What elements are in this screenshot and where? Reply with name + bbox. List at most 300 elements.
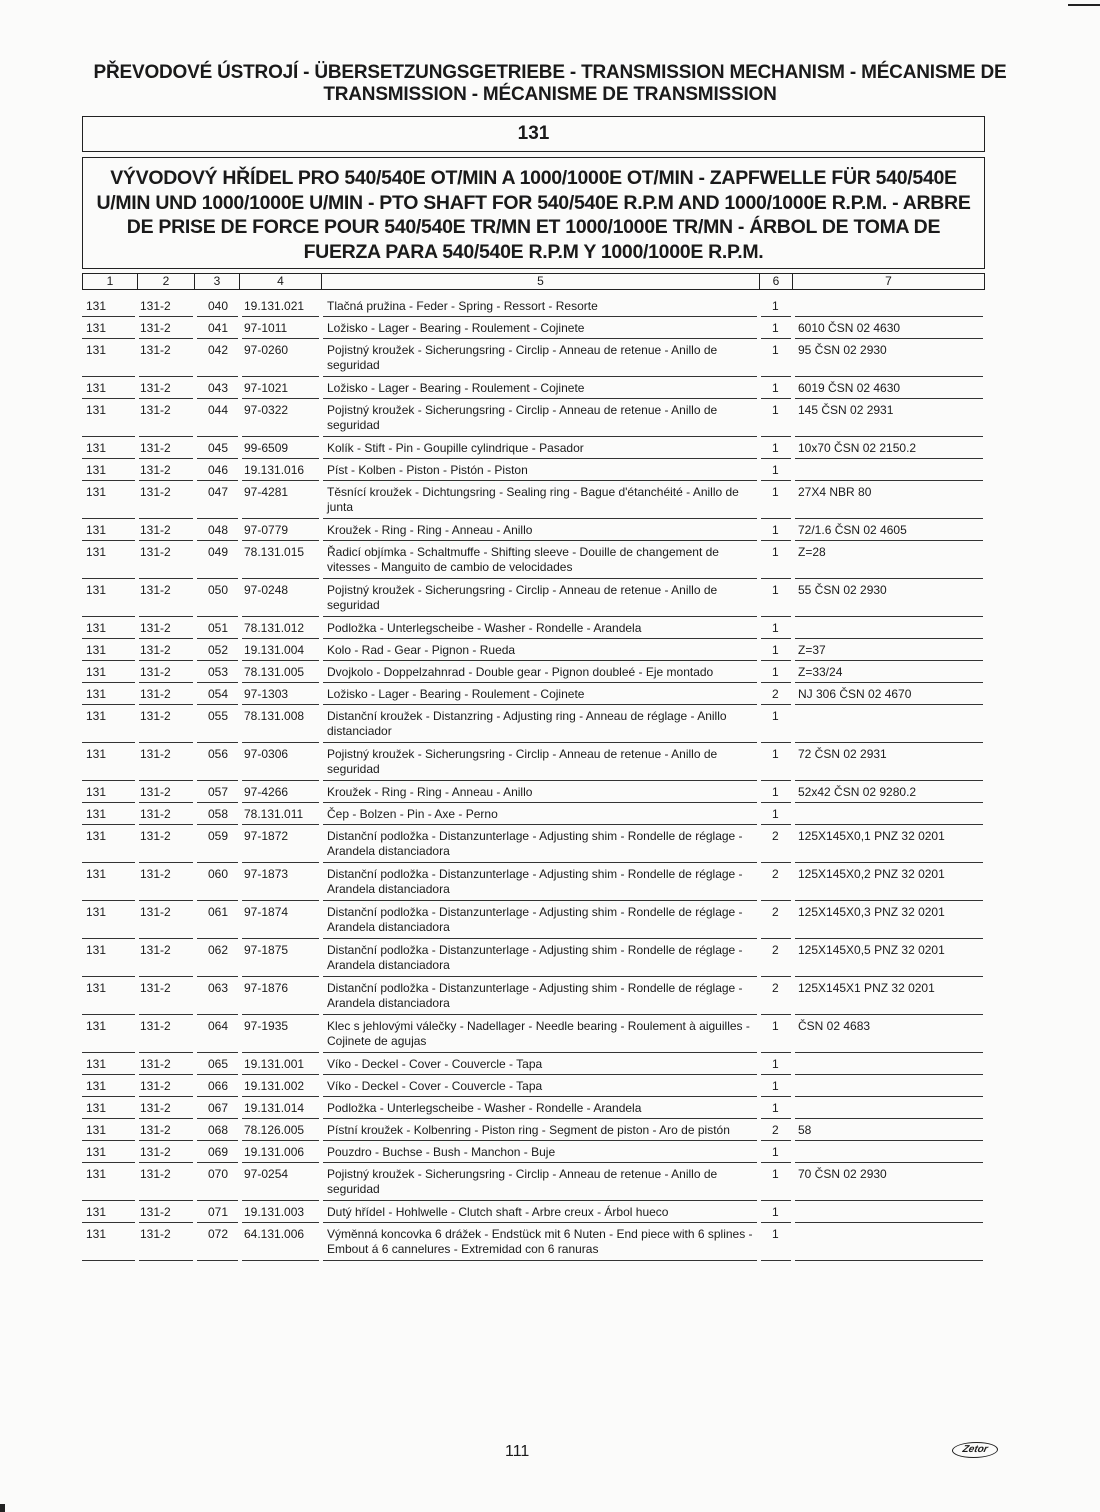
- note-cell: Z=33/24: [798, 665, 843, 679]
- row-rule: [323, 458, 757, 459]
- row-rule: [761, 900, 791, 901]
- subgroup-cell: 131-2: [140, 1057, 171, 1071]
- row-rule: [197, 398, 238, 399]
- row-rule: [242, 1014, 319, 1015]
- row-rule: [795, 1014, 983, 1015]
- row-rule: [82, 1200, 135, 1201]
- page-number: 111: [505, 1443, 530, 1460]
- row-rule: [197, 458, 238, 459]
- row-rule: [82, 1014, 135, 1015]
- position-cell: 051: [208, 621, 229, 635]
- table-row: [0, 1142, 1100, 1164]
- position-cell: 046: [208, 463, 229, 477]
- subgroup-cell: 131-2: [140, 709, 171, 723]
- note-cell: 125X145X0,5 PNZ 32 0201: [798, 943, 945, 957]
- row-rule: [795, 742, 983, 743]
- quantity-cell: 1: [772, 709, 779, 723]
- quantity-cell: 1: [772, 583, 779, 597]
- row-rule: [795, 458, 983, 459]
- quantity-cell: 1: [772, 523, 779, 537]
- zetor-logo: Zetor: [950, 1442, 999, 1458]
- row-rule: [242, 458, 319, 459]
- row-rule: [242, 802, 319, 803]
- note-cell: 125X145X1 PNZ 32 0201: [798, 981, 935, 995]
- row-rule: [197, 1140, 238, 1141]
- part-number-cell: 97-0254: [244, 1167, 289, 1181]
- table-row: [0, 460, 1100, 482]
- group-cell: 131: [86, 545, 107, 559]
- row-rule: [323, 1096, 757, 1097]
- row-rule: [82, 1118, 135, 1119]
- row-rule: [197, 1014, 238, 1015]
- table-row: [0, 542, 1100, 580]
- subgroup-cell: 131-2: [140, 1205, 171, 1219]
- row-rule: [82, 458, 135, 459]
- position-cell: 054: [208, 687, 229, 701]
- group-number: 131: [82, 116, 985, 152]
- row-rule: [242, 780, 319, 781]
- description-cell: Distanční podložka - Distanzunterlage - Adjusting shim - Rondelle de réglage - Arandela distanciadora: [327, 981, 743, 1010]
- quantity-cell: 1: [772, 463, 779, 477]
- table-row: [0, 902, 1100, 940]
- group-cell: 131: [86, 1101, 107, 1115]
- row-rule: [242, 1200, 319, 1201]
- row-rule: [82, 1140, 135, 1141]
- table-row: [0, 1164, 1100, 1202]
- row-rule: [242, 480, 319, 481]
- part-number-cell: 19.131.002: [244, 1079, 305, 1093]
- group-cell: 131: [86, 621, 107, 635]
- part-number-cell: 97-1873: [244, 867, 289, 881]
- row-rule: [323, 480, 757, 481]
- row-rule: [761, 1222, 791, 1223]
- part-number-cell: 97-1875: [244, 943, 289, 957]
- row-rule: [139, 316, 193, 317]
- note-cell: 70 ČSN 02 2930: [798, 1167, 887, 1181]
- part-number-cell: 97-0248: [244, 583, 289, 597]
- table-row: [0, 438, 1100, 460]
- part-number-cell: 97-0306: [244, 747, 289, 761]
- row-rule: [242, 1222, 319, 1223]
- row-rule: [82, 316, 135, 317]
- position-cell: 049: [208, 545, 229, 559]
- part-number-cell: 97-1935: [244, 1019, 289, 1033]
- quantity-cell: 2: [772, 981, 779, 995]
- subgroup-cell: 131-2: [140, 747, 171, 761]
- row-rule: [761, 338, 791, 339]
- row-rule: [139, 1118, 193, 1119]
- section-title: VÝVODOVÝ HŘÍDEL PRO 540/540E OT/MIN A 1000/1000E OT/MIN - ZAPFWELLE FÜR 540/540E U/MIN UND 1000/1000E U/MIN - PTO SHAFT FOR 540/540E R.P.M AND 1000/1000E R.P.M. - ARBRE DE PRISE DE FORCE POUR 540/540E TR/MN ET 1000/1000E TR/MN - ÁRBOL DE TOMA DE FUERZA PARA 540/540E R.P.M Y 1000/1000E R.P.M.: [82, 157, 985, 269]
- description-cell: Pojistný kroužek - Sicherungsring - Circlip - Anneau de retenue - Anillo de seguridad: [327, 343, 718, 372]
- row-rule: [197, 976, 238, 977]
- row-rule: [242, 1162, 319, 1163]
- part-number-cell: 97-0779: [244, 523, 289, 537]
- row-rule: [761, 1014, 791, 1015]
- description-cell: Pojistný kroužek - Sicherungsring - Circlip - Anneau de retenue - Anillo de seguridad: [327, 583, 718, 612]
- quantity-cell: 1: [772, 747, 779, 761]
- row-rule: [795, 780, 983, 781]
- subgroup-cell: 131-2: [140, 981, 171, 995]
- note-cell: Z=37: [798, 643, 826, 657]
- row-rule: [139, 376, 193, 377]
- row-rule: [795, 1074, 983, 1075]
- subgroup-cell: 131-2: [140, 485, 171, 499]
- row-rule: [795, 1260, 983, 1261]
- row-rule: [82, 578, 135, 579]
- position-cell: 058: [208, 807, 229, 821]
- description-cell: Tlačná pružina - Feder - Spring - Ressort - Resorte: [327, 299, 598, 313]
- row-rule: [323, 682, 757, 683]
- note-cell: 6010 ČSN 02 4630: [798, 321, 901, 335]
- row-rule: [139, 578, 193, 579]
- table-row: [0, 744, 1100, 782]
- row-rule: [197, 938, 238, 939]
- description-cell: Podložka - Unterlegscheibe - Washer - Rondelle - Arandela: [327, 1101, 642, 1115]
- row-rule: [323, 638, 757, 639]
- row-rule: [82, 638, 135, 639]
- table-row: [0, 1098, 1100, 1120]
- row-rule: [761, 824, 791, 825]
- quantity-cell: 1: [772, 1019, 779, 1033]
- row-rule: [197, 900, 238, 901]
- row-rule: [761, 780, 791, 781]
- row-rule: [139, 458, 193, 459]
- part-number-cell: 78.126.005: [244, 1123, 305, 1137]
- position-cell: 040: [208, 299, 229, 313]
- subgroup-cell: 131-2: [140, 381, 171, 395]
- row-rule: [197, 540, 238, 541]
- column-header-1: 1: [82, 273, 138, 290]
- row-rule: [139, 938, 193, 939]
- position-cell: 042: [208, 343, 229, 357]
- row-rule: [795, 398, 983, 399]
- table-row: [0, 826, 1100, 864]
- subgroup-cell: 131-2: [140, 1123, 171, 1137]
- row-rule: [795, 578, 983, 579]
- group-cell: 131: [86, 1167, 107, 1181]
- row-rule: [197, 518, 238, 519]
- part-number-cell: 97-1872: [244, 829, 289, 843]
- row-rule: [139, 1014, 193, 1015]
- position-cell: 050: [208, 583, 229, 597]
- group-cell: 131: [86, 785, 107, 799]
- position-cell: 071: [208, 1205, 229, 1219]
- row-rule: [82, 436, 135, 437]
- subgroup-cell: 131-2: [140, 687, 171, 701]
- row-rule: [323, 824, 757, 825]
- row-rule: [761, 1140, 791, 1141]
- row-rule: [139, 780, 193, 781]
- quantity-cell: 1: [772, 1167, 779, 1181]
- row-rule: [761, 638, 791, 639]
- table-row: [0, 1120, 1100, 1142]
- row-rule: [139, 824, 193, 825]
- row-rule: [82, 824, 135, 825]
- row-rule: [242, 518, 319, 519]
- row-rule: [197, 376, 238, 377]
- row-rule: [761, 398, 791, 399]
- position-cell: 048: [208, 523, 229, 537]
- row-rule: [795, 480, 983, 481]
- row-rule: [197, 824, 238, 825]
- table-row: [0, 482, 1100, 520]
- quantity-cell: 2: [772, 943, 779, 957]
- table-row: [0, 662, 1100, 684]
- row-rule: [323, 1140, 757, 1141]
- quantity-cell: 2: [772, 687, 779, 701]
- table-row: [0, 1076, 1100, 1098]
- row-rule: [323, 862, 757, 863]
- quantity-cell: 2: [772, 867, 779, 881]
- subgroup-cell: 131-2: [140, 665, 171, 679]
- row-rule: [761, 480, 791, 481]
- description-cell: Podložka - Unterlegscheibe - Washer - Rondelle - Arandela: [327, 621, 642, 635]
- note-cell: 72/1.6 ČSN 02 4605: [798, 523, 907, 537]
- quantity-cell: 1: [772, 321, 779, 335]
- row-rule: [82, 780, 135, 781]
- row-rule: [242, 398, 319, 399]
- part-number-cell: 78.131.015: [244, 545, 305, 559]
- row-rule: [795, 862, 983, 863]
- row-rule: [197, 780, 238, 781]
- row-rule: [795, 1140, 983, 1141]
- description-cell: Distanční podložka - Distanzunterlage - Adjusting shim - Rondelle de réglage - Arandela distanciadora: [327, 905, 743, 934]
- row-rule: [197, 1260, 238, 1261]
- description-cell: Kroužek - Ring - Ring - Anneau - Anillo: [327, 523, 533, 537]
- row-rule: [323, 518, 757, 519]
- quantity-cell: 2: [772, 1123, 779, 1137]
- subgroup-cell: 131-2: [140, 643, 171, 657]
- row-rule: [197, 316, 238, 317]
- group-cell: 131: [86, 1123, 107, 1137]
- description-cell: Pojistný kroužek - Sicherungsring - Circlip - Anneau de retenue - Anillo de seguridad: [327, 1167, 718, 1196]
- row-rule: [82, 518, 135, 519]
- note-cell: 10x70 ČSN 02 2150.2: [798, 441, 917, 455]
- row-rule: [242, 1096, 319, 1097]
- row-rule: [197, 1222, 238, 1223]
- row-rule: [323, 436, 757, 437]
- description-cell: Ložisko - Lager - Bearing - Roulement - Cojinete: [327, 321, 585, 335]
- row-rule: [242, 976, 319, 977]
- row-rule: [242, 316, 319, 317]
- row-rule: [242, 1074, 319, 1075]
- subgroup-cell: 131-2: [140, 583, 171, 597]
- description-cell: Ložisko - Lager - Bearing - Roulement - Cojinete: [327, 687, 585, 701]
- row-rule: [82, 976, 135, 977]
- row-rule: [795, 518, 983, 519]
- row-rule: [323, 802, 757, 803]
- row-rule: [82, 1260, 135, 1261]
- row-rule: [323, 616, 757, 617]
- position-cell: 062: [208, 943, 229, 957]
- row-rule: [82, 1052, 135, 1053]
- row-rule: [139, 704, 193, 705]
- group-cell: 131: [86, 981, 107, 995]
- row-rule: [795, 376, 983, 377]
- subgroup-cell: 131-2: [140, 807, 171, 821]
- row-rule: [197, 1162, 238, 1163]
- row-rule: [761, 458, 791, 459]
- description-cell: Těsnící kroužek - Dichtungsring - Sealing ring - Bague d'étanchéité - Anillo de junta: [327, 485, 739, 514]
- row-rule: [82, 742, 135, 743]
- note-cell: NJ 306 ČSN 02 4670: [798, 687, 912, 701]
- position-cell: 043: [208, 381, 229, 395]
- group-cell: 131: [86, 321, 107, 335]
- row-rule: [761, 682, 791, 683]
- note-cell: 95 ČSN 02 2930: [798, 343, 887, 357]
- position-cell: 069: [208, 1145, 229, 1159]
- row-rule: [82, 1074, 135, 1075]
- row-rule: [82, 338, 135, 339]
- table-row: [0, 296, 1100, 318]
- group-cell: 131: [86, 1019, 107, 1033]
- row-rule: [242, 1140, 319, 1141]
- row-rule: [197, 682, 238, 683]
- row-rule: [323, 578, 757, 579]
- table-row: [0, 400, 1100, 438]
- position-cell: 052: [208, 643, 229, 657]
- row-rule: [82, 540, 135, 541]
- row-rule: [795, 1096, 983, 1097]
- row-rule: [82, 682, 135, 683]
- position-cell: 064: [208, 1019, 229, 1033]
- row-rule: [197, 480, 238, 481]
- row-rule: [82, 1222, 135, 1223]
- group-cell: 131: [86, 709, 107, 723]
- row-rule: [323, 1222, 757, 1223]
- quantity-cell: 2: [772, 905, 779, 919]
- row-rule: [761, 938, 791, 939]
- row-rule: [761, 436, 791, 437]
- row-rule: [242, 1260, 319, 1261]
- quantity-cell: 1: [772, 1227, 779, 1241]
- row-rule: [242, 376, 319, 377]
- row-rule: [323, 742, 757, 743]
- table-row: [0, 1224, 1100, 1262]
- row-rule: [139, 616, 193, 617]
- row-rule: [323, 1074, 757, 1075]
- position-cell: 056: [208, 747, 229, 761]
- column-header-5: 5: [321, 273, 760, 290]
- table-row: [0, 318, 1100, 340]
- row-rule: [197, 802, 238, 803]
- row-rule: [197, 638, 238, 639]
- position-cell: 072: [208, 1227, 229, 1241]
- table-row: [0, 706, 1100, 744]
- column-header-7: 7: [792, 273, 985, 290]
- group-cell: 131: [86, 343, 107, 357]
- part-number-cell: 78.131.008: [244, 709, 305, 723]
- column-header-6: 6: [759, 273, 793, 290]
- row-rule: [323, 1260, 757, 1261]
- description-cell: Kroužek - Ring - Ring - Anneau - Anillo: [327, 785, 533, 799]
- note-cell: 55 ČSN 02 2930: [798, 583, 887, 597]
- row-rule: [761, 704, 791, 705]
- position-cell: 057: [208, 785, 229, 799]
- table-row: [0, 378, 1100, 400]
- row-rule: [139, 436, 193, 437]
- row-rule: [197, 742, 238, 743]
- position-cell: 067: [208, 1101, 229, 1115]
- position-cell: 045: [208, 441, 229, 455]
- position-cell: 044: [208, 403, 229, 417]
- row-rule: [242, 824, 319, 825]
- subgroup-cell: 131-2: [140, 1145, 171, 1159]
- row-rule: [761, 1074, 791, 1075]
- row-rule: [795, 316, 983, 317]
- group-cell: 131: [86, 867, 107, 881]
- row-rule: [197, 616, 238, 617]
- group-cell: 131: [86, 583, 107, 597]
- group-cell: 131: [86, 403, 107, 417]
- row-rule: [761, 976, 791, 977]
- table-row: [0, 1054, 1100, 1076]
- part-number-cell: 97-1303: [244, 687, 289, 701]
- row-rule: [242, 616, 319, 617]
- group-cell: 131: [86, 1079, 107, 1093]
- table-row: [0, 1202, 1100, 1224]
- row-rule: [82, 1162, 135, 1163]
- note-cell: 125X145X0,1 PNZ 32 0201: [798, 829, 945, 843]
- group-cell: 131: [86, 1227, 107, 1241]
- row-rule: [795, 1200, 983, 1201]
- scan-corner-mark: [0, 1504, 5, 1512]
- row-rule: [139, 1200, 193, 1201]
- description-cell: Víko - Deckel - Cover - Couvercle - Tapa: [327, 1079, 543, 1093]
- quantity-cell: 1: [772, 1057, 779, 1071]
- row-rule: [242, 742, 319, 743]
- row-rule: [795, 1162, 983, 1163]
- row-rule: [139, 1074, 193, 1075]
- row-rule: [795, 824, 983, 825]
- row-rule: [795, 616, 983, 617]
- row-rule: [139, 518, 193, 519]
- subgroup-cell: 131-2: [140, 403, 171, 417]
- row-rule: [82, 376, 135, 377]
- table-row: [0, 618, 1100, 640]
- row-rule: [139, 976, 193, 977]
- group-cell: 131: [86, 381, 107, 395]
- description-cell: Dutý hřídel - Hohlwelle - Clutch shaft - Arbre creux - Árbol hueco: [327, 1205, 669, 1219]
- quantity-cell: 2: [772, 829, 779, 843]
- column-header-2: 2: [137, 273, 195, 290]
- quantity-cell: 1: [772, 807, 779, 821]
- subgroup-cell: 131-2: [140, 905, 171, 919]
- column-header-3: 3: [194, 273, 240, 290]
- row-rule: [323, 398, 757, 399]
- quantity-cell: 1: [772, 1101, 779, 1115]
- position-cell: 041: [208, 321, 229, 335]
- row-rule: [761, 802, 791, 803]
- row-rule: [197, 338, 238, 339]
- subgroup-cell: 131-2: [140, 523, 171, 537]
- quantity-cell: 1: [772, 785, 779, 799]
- subgroup-cell: 131-2: [140, 829, 171, 843]
- part-number-cell: 97-1874: [244, 905, 289, 919]
- row-rule: [139, 398, 193, 399]
- row-rule: [795, 938, 983, 939]
- row-rule: [795, 1118, 983, 1119]
- row-rule: [242, 900, 319, 901]
- table-row: [0, 940, 1100, 978]
- position-cell: 061: [208, 905, 229, 919]
- row-rule: [139, 742, 193, 743]
- quantity-cell: 1: [772, 545, 779, 559]
- group-cell: 131: [86, 441, 107, 455]
- subgroup-cell: 131-2: [140, 1079, 171, 1093]
- description-cell: Distanční podložka - Distanzunterlage - Adjusting shim - Rondelle de réglage - Arandela distanciadora: [327, 943, 743, 972]
- row-rule: [139, 900, 193, 901]
